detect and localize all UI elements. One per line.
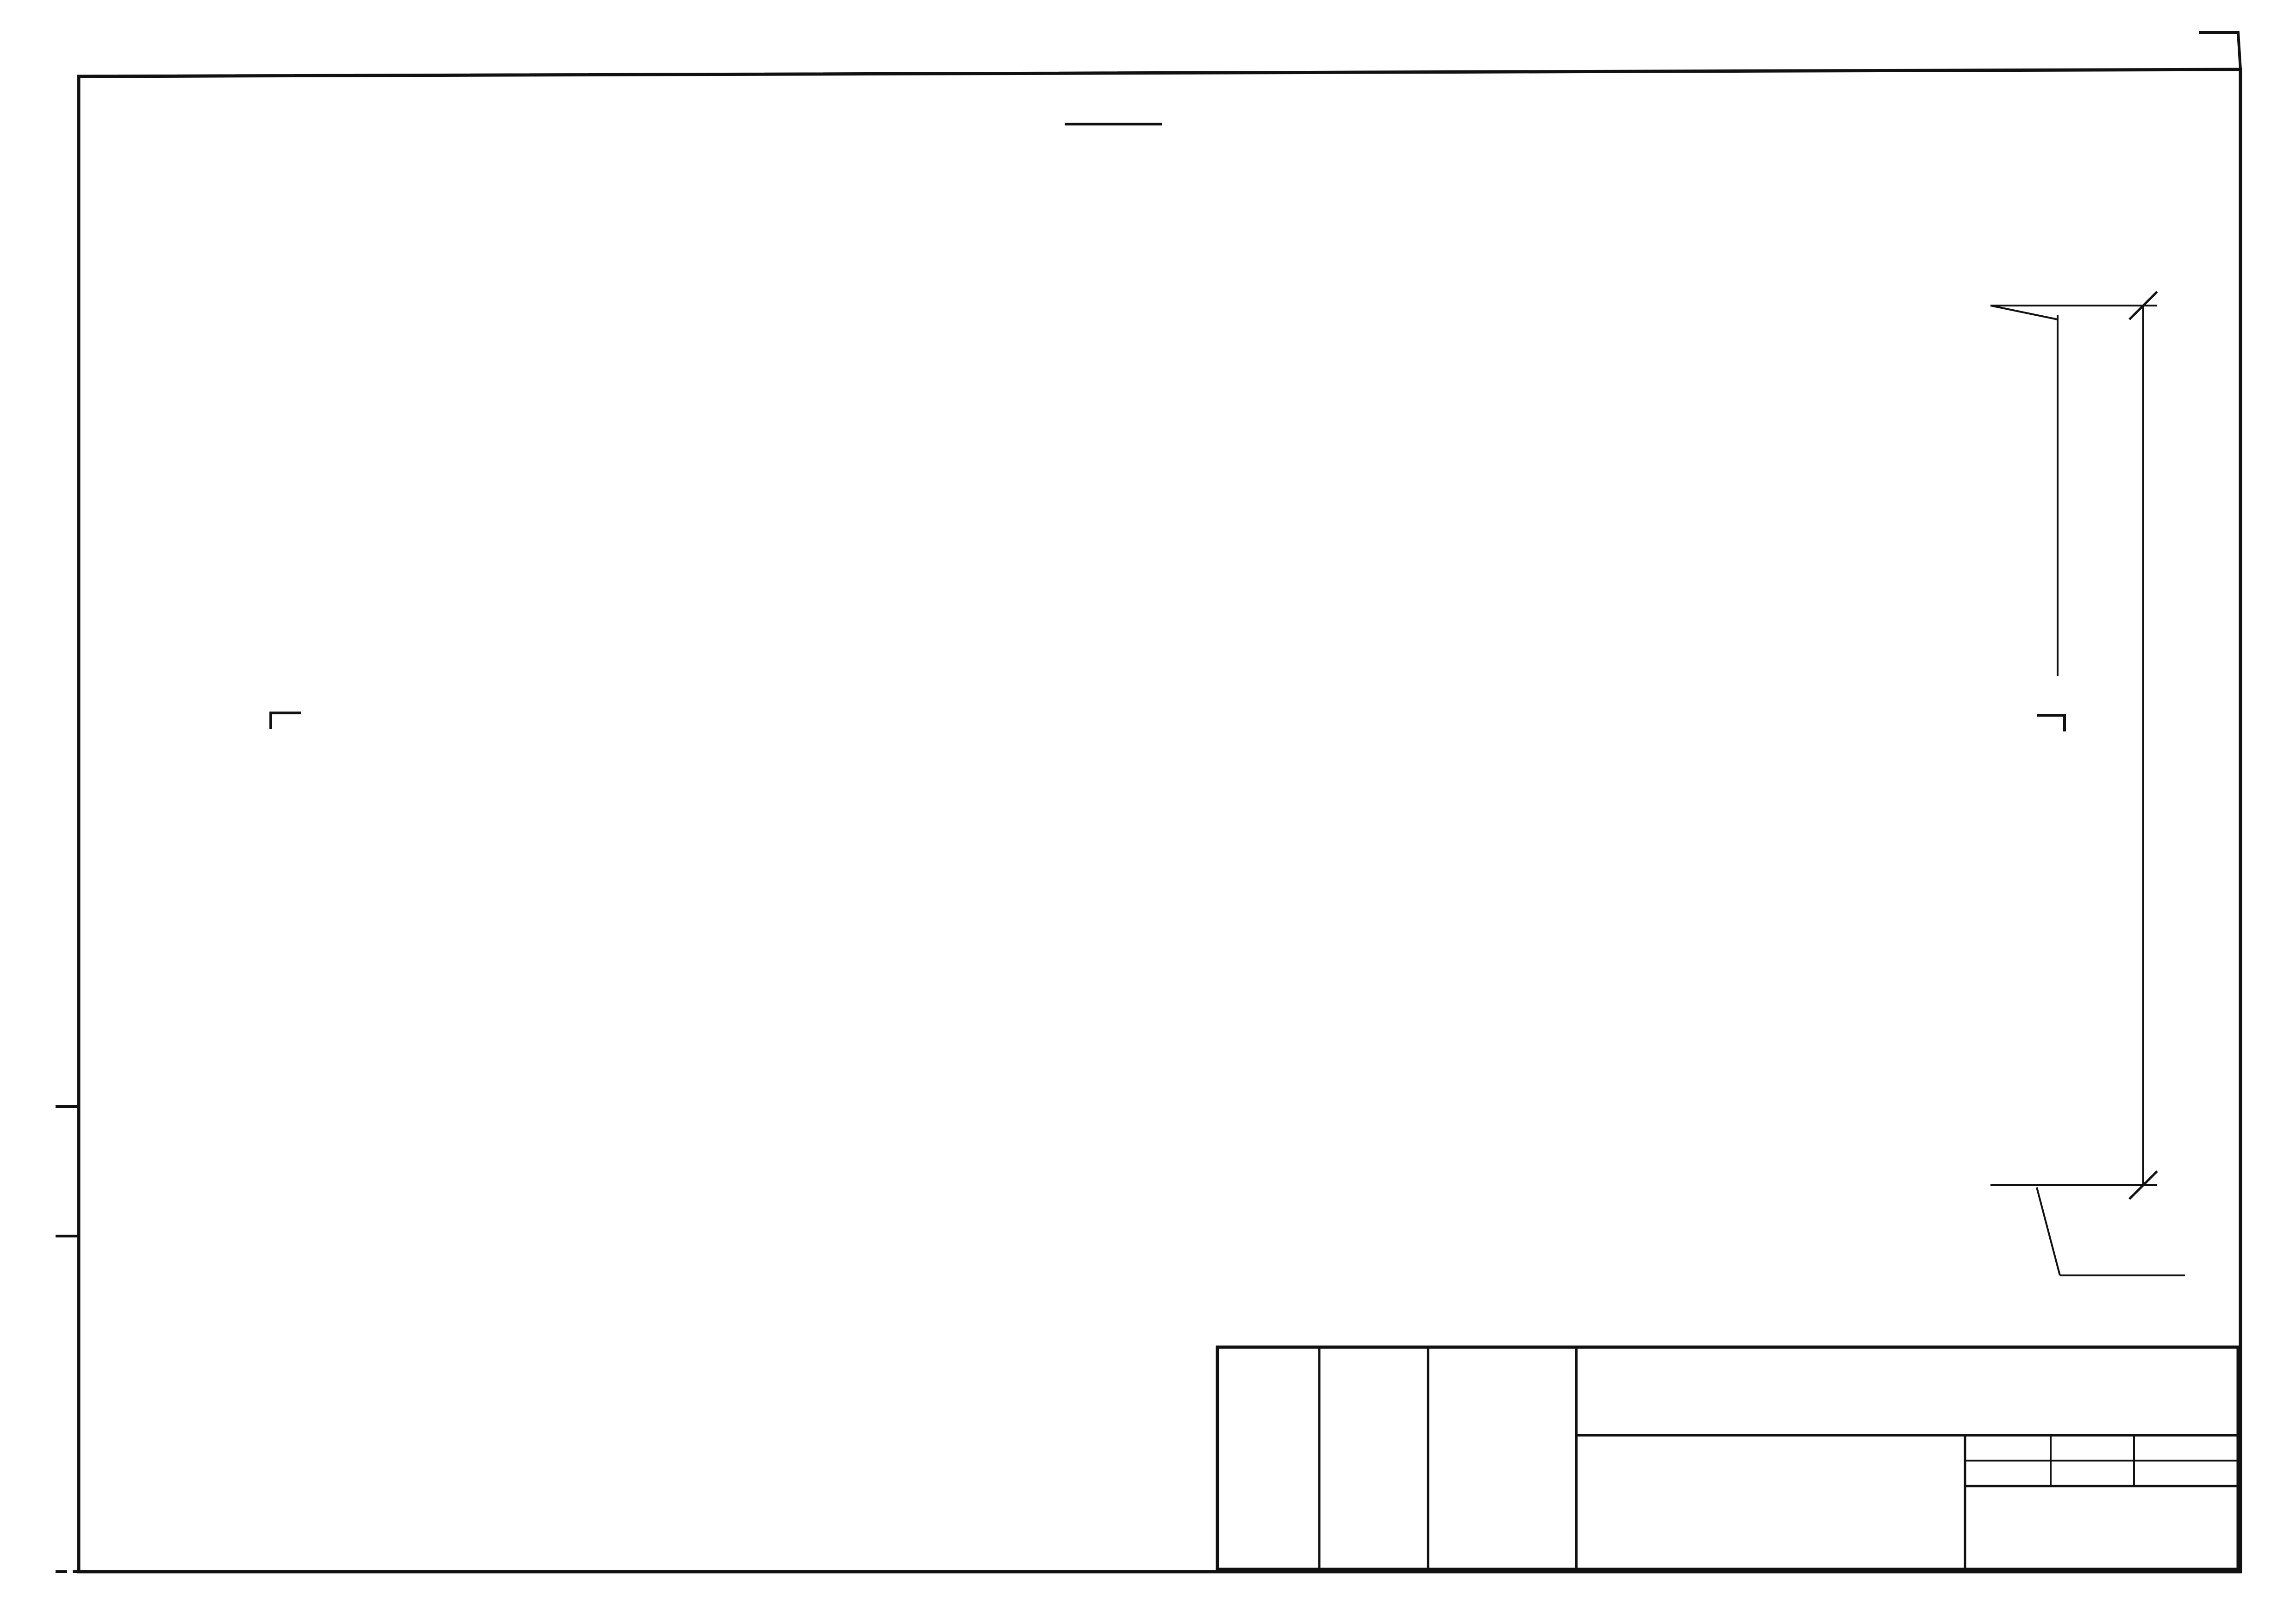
sheet-frame bbox=[56, 32, 2240, 1572]
section-marker-left bbox=[271, 713, 301, 729]
title-block bbox=[1217, 1347, 2238, 1569]
section-marker-right bbox=[2037, 715, 2065, 731]
axis-end-leader bbox=[2037, 1187, 2060, 1275]
axis-temperature-joint-pointer bbox=[1990, 306, 2058, 319]
